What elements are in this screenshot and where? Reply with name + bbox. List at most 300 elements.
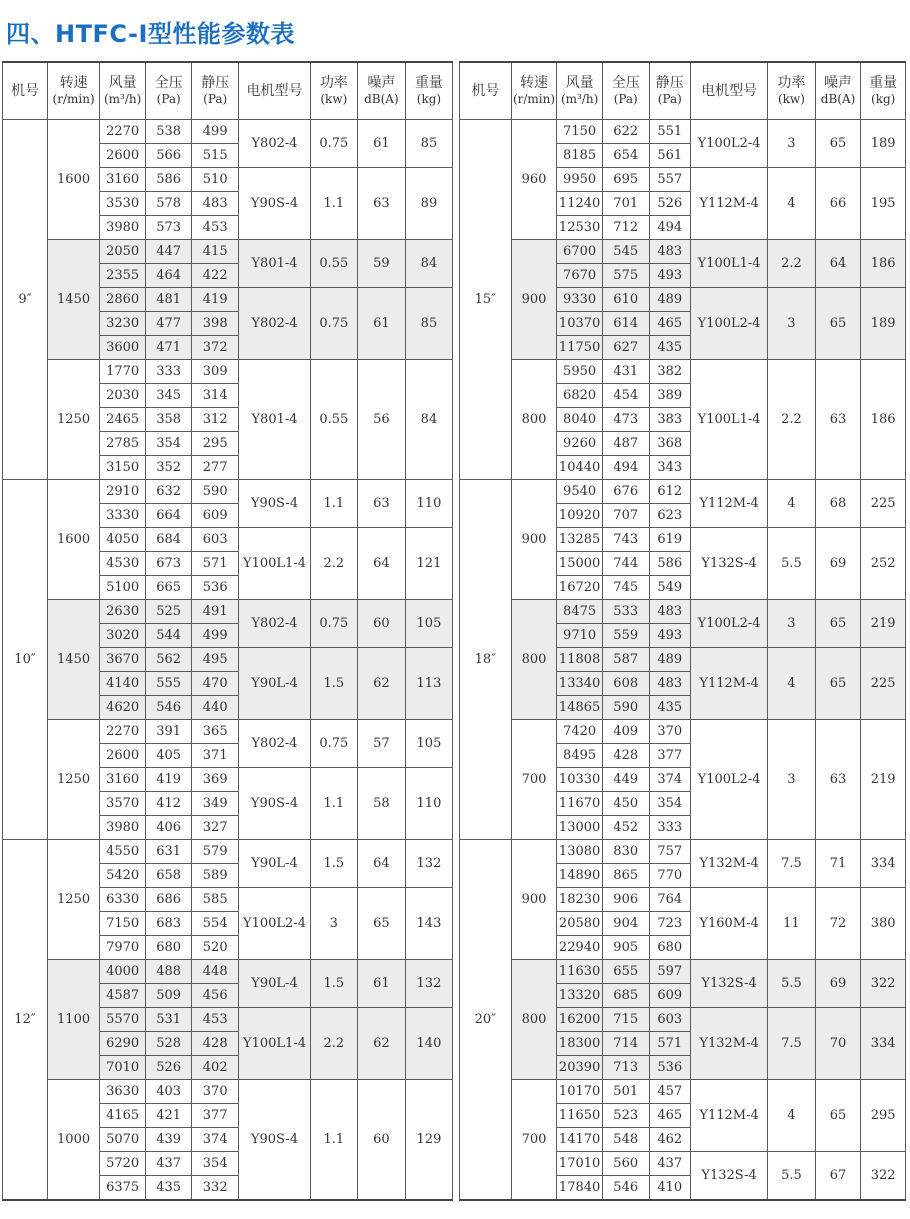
- total-pressure: 627: [602, 336, 649, 360]
- total-pressure: 450: [602, 792, 649, 816]
- total-pressure: 566: [146, 144, 192, 168]
- air-volume: 22940: [557, 936, 603, 960]
- air-volume: 3600: [100, 336, 146, 360]
- weight-kg: 143: [405, 888, 452, 960]
- static-pressure: 377: [649, 744, 691, 768]
- table-row: [460, 720, 906, 744]
- static-pressure: 483: [649, 240, 691, 264]
- fan-model: 20″: [460, 840, 512, 1201]
- speed-rpm: 900: [511, 240, 557, 360]
- static-pressure: 295: [192, 432, 239, 456]
- total-pressure: 655: [602, 960, 649, 984]
- column-header-label: 电机型号: [701, 83, 758, 99]
- weight-kg: 84: [405, 240, 452, 288]
- air-volume: 4000: [100, 960, 146, 984]
- air-volume: 4140: [100, 672, 146, 696]
- total-pressure: 562: [146, 648, 192, 672]
- table-row: [3, 240, 453, 264]
- total-pressure: 509: [146, 984, 192, 1008]
- static-pressure: 483: [649, 672, 691, 696]
- air-volume: 2030: [100, 384, 146, 408]
- noise-db: 65: [815, 288, 861, 360]
- table-row: [460, 1080, 906, 1104]
- static-pressure: 422: [192, 264, 239, 288]
- page-title: 四、HTFC-Ⅰ型性能参数表: [6, 20, 295, 48]
- motor-model: Y132M-4: [691, 1008, 768, 1080]
- noise-db: 63: [357, 168, 405, 240]
- air-volume: 20390: [557, 1056, 603, 1080]
- static-pressure: 453: [192, 216, 239, 240]
- column-header-label: 静压: [201, 75, 230, 91]
- power-kw: 1.1: [310, 1080, 357, 1201]
- static-pressure: 526: [649, 192, 691, 216]
- static-pressure: 489: [649, 648, 691, 672]
- static-pressure: 354: [192, 1152, 239, 1176]
- column-header: [602, 62, 649, 120]
- static-pressure: 465: [649, 312, 691, 336]
- noise-db: 62: [357, 1008, 405, 1080]
- power-kw: 1.1: [310, 480, 357, 528]
- total-pressure: 686: [146, 888, 192, 912]
- air-volume: 9330: [557, 288, 603, 312]
- static-pressure: 589: [192, 864, 239, 888]
- power-kw: 1.1: [310, 768, 357, 840]
- total-pressure: 575: [602, 264, 649, 288]
- static-pressure: 389: [649, 384, 691, 408]
- static-pressure: 515: [192, 144, 239, 168]
- air-volume: 7970: [100, 936, 146, 960]
- column-header-label: 噪声: [367, 75, 396, 91]
- air-volume: 4620: [100, 696, 146, 720]
- air-volume: 8185: [557, 144, 603, 168]
- column-header-unit: (kw): [777, 92, 805, 106]
- column-header: [3, 62, 48, 120]
- total-pressure: 578: [146, 192, 192, 216]
- speed-rpm: 700: [511, 720, 557, 840]
- power-kw: 2.2: [768, 240, 816, 288]
- total-pressure: 632: [146, 480, 192, 504]
- power-kw: 11: [768, 888, 816, 960]
- noise-db: 64: [357, 528, 405, 600]
- table-row: [460, 240, 906, 264]
- total-pressure: 333: [146, 360, 192, 384]
- weight-kg: 85: [405, 120, 452, 168]
- total-pressure: 525: [146, 600, 192, 624]
- total-pressure: 531: [146, 1008, 192, 1032]
- power-kw: 0.75: [310, 600, 357, 648]
- weight-kg: 380: [861, 888, 906, 960]
- motor-model: Y90L-4: [239, 840, 311, 888]
- weight-kg: 295: [861, 1080, 906, 1152]
- static-pressure: 415: [192, 240, 239, 264]
- weight-kg: 334: [861, 840, 906, 888]
- power-kw: 3: [768, 120, 816, 168]
- motor-model: Y100L2-4: [691, 288, 768, 360]
- motor-model: Y132S-4: [691, 528, 768, 600]
- column-header-unit: dB(A): [364, 92, 399, 106]
- weight-kg: 105: [405, 720, 452, 768]
- total-pressure: 473: [602, 408, 649, 432]
- column-header-unit: (kw): [320, 92, 348, 106]
- total-pressure: 528: [146, 1032, 192, 1056]
- air-volume: 10920: [557, 504, 603, 528]
- air-volume: 7420: [557, 720, 603, 744]
- total-pressure: 745: [602, 576, 649, 600]
- air-volume: 2600: [100, 744, 146, 768]
- static-pressure: 349: [192, 792, 239, 816]
- air-volume: 7010: [100, 1056, 146, 1080]
- column-header-unit: (Pa): [613, 92, 638, 106]
- weight-kg: 189: [861, 288, 906, 360]
- static-pressure: 770: [649, 864, 691, 888]
- air-volume: 3530: [100, 192, 146, 216]
- total-pressure: 494: [602, 456, 649, 480]
- air-volume: 18300: [557, 1032, 603, 1056]
- weight-kg: 113: [405, 648, 452, 720]
- air-volume: 5570: [100, 1008, 146, 1032]
- weight-kg: 322: [861, 960, 906, 1008]
- noise-db: 64: [357, 840, 405, 888]
- static-pressure: 586: [649, 552, 691, 576]
- static-pressure: 520: [192, 936, 239, 960]
- speed-rpm: 700: [511, 1080, 557, 1201]
- total-pressure: 555: [146, 672, 192, 696]
- column-header: [310, 62, 357, 120]
- column-header: [357, 62, 405, 120]
- noise-db: 59: [357, 240, 405, 288]
- total-pressure: 830: [602, 840, 649, 864]
- total-pressure: 713: [602, 1056, 649, 1080]
- total-pressure: 546: [602, 1176, 649, 1201]
- power-kw: 1.5: [310, 648, 357, 720]
- air-volume: 11808: [557, 648, 603, 672]
- total-pressure: 477: [146, 312, 192, 336]
- weight-kg: 105: [405, 600, 452, 648]
- air-volume: 7670: [557, 264, 603, 288]
- air-volume: 9260: [557, 432, 603, 456]
- air-volume: 6375: [100, 1176, 146, 1201]
- air-volume: 5950: [557, 360, 603, 384]
- air-volume: 1770: [100, 360, 146, 384]
- total-pressure: 454: [602, 384, 649, 408]
- noise-db: 65: [815, 648, 861, 720]
- static-pressure: 536: [192, 576, 239, 600]
- motor-model: Y802-4: [239, 288, 311, 360]
- weight-kg: 110: [405, 480, 452, 528]
- motor-model: Y90S-4: [239, 768, 311, 840]
- static-pressure: 314: [192, 384, 239, 408]
- static-pressure: 571: [192, 552, 239, 576]
- air-volume: 5070: [100, 1128, 146, 1152]
- motor-model: Y90L-4: [239, 648, 311, 720]
- static-pressure: 371: [192, 744, 239, 768]
- air-volume: 13320: [557, 984, 603, 1008]
- static-pressure: 457: [649, 1080, 691, 1104]
- total-pressure: 658: [146, 864, 192, 888]
- motor-model: Y802-4: [239, 120, 311, 168]
- noise-db: 61: [357, 120, 405, 168]
- power-kw: 0.75: [310, 288, 357, 360]
- air-volume: 3980: [100, 816, 146, 840]
- air-volume: 13285: [557, 528, 603, 552]
- column-header: [768, 62, 816, 120]
- static-pressure: 465: [649, 1104, 691, 1128]
- column-header-label: 转速: [519, 75, 548, 91]
- total-pressure: 548: [602, 1128, 649, 1152]
- air-volume: 10330: [557, 768, 603, 792]
- table-row: [3, 720, 453, 744]
- air-volume: 2050: [100, 240, 146, 264]
- air-volume: 18230: [557, 888, 603, 912]
- static-pressure: 609: [649, 984, 691, 1008]
- noise-db: 63: [357, 480, 405, 528]
- power-kw: 7.5: [768, 840, 816, 888]
- noise-db: 56: [357, 360, 405, 480]
- speed-rpm: 800: [511, 960, 557, 1080]
- static-pressure: 368: [649, 432, 691, 456]
- static-pressure: 383: [649, 408, 691, 432]
- air-volume: 20580: [557, 912, 603, 936]
- noise-db: 72: [815, 888, 861, 960]
- table-row: [3, 120, 453, 144]
- total-pressure: 488: [146, 960, 192, 984]
- total-pressure: 545: [602, 240, 649, 264]
- air-volume: 3150: [100, 456, 146, 480]
- total-pressure: 409: [602, 720, 649, 744]
- noise-db: 64: [815, 240, 861, 288]
- column-header: [405, 62, 452, 120]
- air-volume: 9710: [557, 624, 603, 648]
- column-header-label: 机号: [471, 83, 500, 99]
- fan-model: 12″: [3, 840, 48, 1201]
- speed-rpm: 960: [511, 120, 557, 240]
- total-pressure: 428: [602, 744, 649, 768]
- column-header: [861, 62, 906, 120]
- column-header-unit: (m³/h): [560, 92, 599, 106]
- static-pressure: 499: [192, 624, 239, 648]
- power-kw: 7.5: [768, 1008, 816, 1080]
- noise-db: 69: [815, 528, 861, 600]
- motor-model: Y100L1-4: [239, 528, 311, 600]
- air-volume: 3230: [100, 312, 146, 336]
- motor-model: Y802-4: [239, 600, 311, 648]
- weight-kg: 186: [861, 360, 906, 480]
- table-row: [3, 600, 453, 624]
- total-pressure: 905: [602, 936, 649, 960]
- static-pressure: 590: [192, 480, 239, 504]
- fan-model: 10″: [3, 480, 48, 840]
- static-pressure: 440: [192, 696, 239, 720]
- motor-model: Y100L1-4: [239, 1008, 311, 1080]
- total-pressure: 743: [602, 528, 649, 552]
- total-pressure: 544: [146, 624, 192, 648]
- weight-kg: 186: [861, 240, 906, 288]
- motor-model: Y160M-4: [691, 888, 768, 960]
- total-pressure: 352: [146, 456, 192, 480]
- air-volume: 2270: [100, 720, 146, 744]
- static-pressure: 343: [649, 456, 691, 480]
- total-pressure: 665: [146, 576, 192, 600]
- static-pressure: 354: [649, 792, 691, 816]
- static-pressure: 398: [192, 312, 239, 336]
- column-header-unit: (kg): [871, 92, 896, 106]
- total-pressure: 673: [146, 552, 192, 576]
- total-pressure: 587: [602, 648, 649, 672]
- column-header: [192, 62, 239, 120]
- noise-db: 67: [815, 1152, 861, 1201]
- noise-db: 61: [357, 960, 405, 1008]
- total-pressure: 437: [146, 1152, 192, 1176]
- column-header-unit: (kg): [416, 92, 442, 106]
- motor-model: Y100L1-4: [691, 240, 768, 288]
- table-row: [460, 480, 906, 504]
- air-volume: 3570: [100, 792, 146, 816]
- weight-kg: 85: [405, 288, 452, 360]
- table-row: [3, 960, 453, 984]
- noise-db: 58: [357, 768, 405, 840]
- table-row: [3, 840, 453, 864]
- air-volume: 9540: [557, 480, 603, 504]
- weight-kg: 132: [405, 960, 452, 1008]
- air-volume: 3630: [100, 1080, 146, 1104]
- weight-kg: 110: [405, 768, 452, 840]
- speed-rpm: 1100: [48, 960, 100, 1080]
- static-pressure: 493: [649, 624, 691, 648]
- total-pressure: 435: [146, 1176, 192, 1201]
- table-row: [3, 480, 453, 504]
- speed-rpm: 1000: [48, 1080, 100, 1201]
- weight-kg: 219: [861, 720, 906, 840]
- total-pressure: 586: [146, 168, 192, 192]
- motor-model: Y100L2-4: [691, 600, 768, 648]
- air-volume: 3160: [100, 168, 146, 192]
- static-pressure: 619: [649, 528, 691, 552]
- static-pressure: 470: [192, 672, 239, 696]
- motor-model: Y90L-4: [239, 960, 311, 1008]
- noise-db: 69: [815, 960, 861, 1008]
- static-pressure: 370: [649, 720, 691, 744]
- noise-db: 65: [357, 888, 405, 960]
- static-pressure: 723: [649, 912, 691, 936]
- static-pressure: 489: [649, 288, 691, 312]
- air-volume: 2860: [100, 288, 146, 312]
- air-volume: 3330: [100, 504, 146, 528]
- column-header: [649, 62, 691, 120]
- static-pressure: 462: [649, 1128, 691, 1152]
- total-pressure: 701: [602, 192, 649, 216]
- static-pressure: 309: [192, 360, 239, 384]
- air-volume: 11650: [557, 1104, 603, 1128]
- total-pressure: 712: [602, 216, 649, 240]
- motor-model: Y802-4: [239, 720, 311, 768]
- air-volume: 2465: [100, 408, 146, 432]
- air-volume: 14170: [557, 1128, 603, 1152]
- static-pressure: 419: [192, 288, 239, 312]
- power-kw: 2.2: [768, 360, 816, 480]
- column-header: [48, 62, 100, 120]
- air-volume: 10370: [557, 312, 603, 336]
- total-pressure: 546: [146, 696, 192, 720]
- air-volume: 8040: [557, 408, 603, 432]
- motor-model: Y100L1-4: [691, 360, 768, 480]
- motor-model: Y132S-4: [691, 960, 768, 1008]
- column-header-label: 功率: [777, 75, 806, 91]
- static-pressure: 491: [192, 600, 239, 624]
- weight-kg: 322: [861, 1152, 906, 1201]
- speed-rpm: 800: [511, 360, 557, 480]
- column-header-label: 全压: [611, 75, 640, 91]
- air-volume: 3670: [100, 648, 146, 672]
- column-header-label: 噪声: [824, 75, 853, 91]
- air-volume: 11630: [557, 960, 603, 984]
- static-pressure: 680: [649, 936, 691, 960]
- weight-kg: 129: [405, 1080, 452, 1201]
- static-pressure: 612: [649, 480, 691, 504]
- air-volume: 2630: [100, 600, 146, 624]
- air-volume: 14890: [557, 864, 603, 888]
- weight-kg: 195: [861, 168, 906, 240]
- column-header-label: 功率: [319, 75, 348, 91]
- power-kw: 0.75: [310, 720, 357, 768]
- power-kw: 1.1: [310, 168, 357, 240]
- air-volume: 10440: [557, 456, 603, 480]
- air-volume: 8495: [557, 744, 603, 768]
- air-volume: 17840: [557, 1176, 603, 1201]
- motor-model: Y90S-4: [239, 1080, 311, 1201]
- power-kw: 4: [768, 480, 816, 528]
- motor-model: Y112M-4: [691, 168, 768, 240]
- air-volume: 11240: [557, 192, 603, 216]
- static-pressure: 456: [192, 984, 239, 1008]
- total-pressure: 412: [146, 792, 192, 816]
- column-header-label: 重量: [869, 75, 898, 91]
- static-pressure: 333: [649, 816, 691, 840]
- air-volume: 7150: [100, 912, 146, 936]
- static-pressure: 585: [192, 888, 239, 912]
- total-pressure: 683: [146, 912, 192, 936]
- total-pressure: 715: [602, 1008, 649, 1032]
- power-kw: 2.2: [310, 1008, 357, 1080]
- fan-model: 15″: [460, 120, 512, 480]
- total-pressure: 447: [146, 240, 192, 264]
- total-pressure: 608: [602, 672, 649, 696]
- static-pressure: 435: [649, 336, 691, 360]
- total-pressure: 405: [146, 744, 192, 768]
- total-pressure: 707: [602, 504, 649, 528]
- motor-model: Y112M-4: [691, 648, 768, 720]
- table-row: [460, 120, 906, 144]
- column-header: [146, 62, 192, 120]
- motor-model: Y112M-4: [691, 480, 768, 528]
- air-volume: 11750: [557, 336, 603, 360]
- power-kw: 0.55: [310, 240, 357, 288]
- weight-kg: 225: [861, 480, 906, 528]
- noise-db: 62: [357, 648, 405, 720]
- static-pressure: 410: [649, 1176, 691, 1201]
- power-kw: 2.2: [310, 528, 357, 600]
- fan-model: 18″: [460, 480, 512, 840]
- power-kw: 0.55: [310, 360, 357, 480]
- noise-db: 68: [815, 480, 861, 528]
- speed-rpm: 1450: [48, 600, 100, 720]
- total-pressure: 610: [602, 288, 649, 312]
- power-kw: 4: [768, 168, 816, 240]
- static-pressure: 536: [649, 1056, 691, 1080]
- motor-model: Y112M-4: [691, 1080, 768, 1152]
- noise-db: 60: [357, 600, 405, 648]
- column-header-unit: (m³/h): [104, 92, 142, 106]
- table-row: [460, 360, 906, 384]
